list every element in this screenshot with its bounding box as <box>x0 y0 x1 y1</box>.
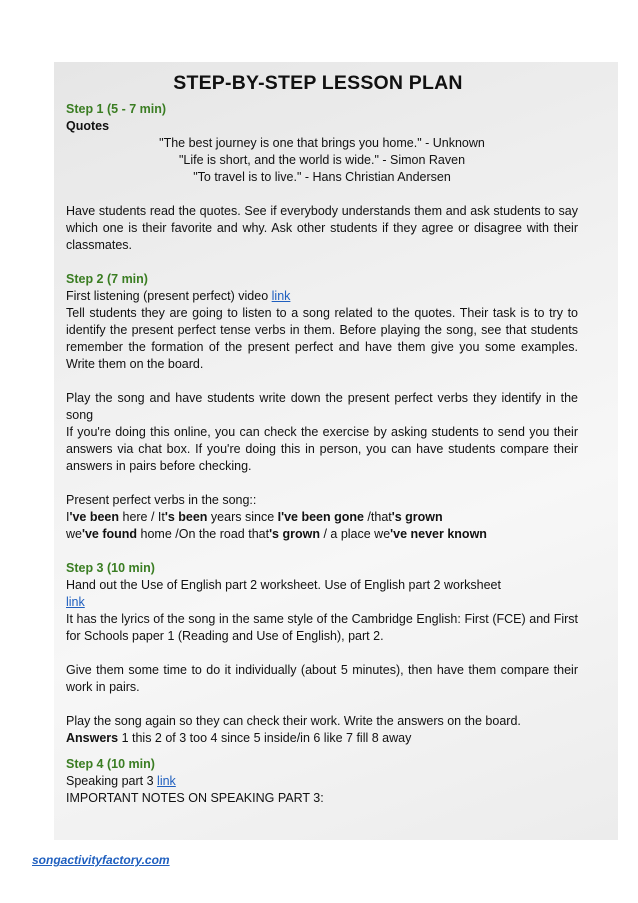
verbs-heading: Present perfect verbs in the song:: <box>66 493 257 507</box>
spacer <box>66 475 578 492</box>
quote-1: "The best journey is one that brings you home." - Unknown <box>159 136 485 150</box>
step3-para3: Play the song again so they can check their work. Write the answers on the board. <box>66 714 521 728</box>
verbs-text: I <box>66 510 70 524</box>
step4-heading: Step 4 (10 min) <box>66 757 155 771</box>
spacer <box>66 645 578 662</box>
answers-text: 1 this 2 of 3 too 4 since 5 inside/in 6 like 7 fill 8 away <box>118 731 412 745</box>
spacer <box>66 373 578 390</box>
verb-bold: 've found <box>81 527 138 541</box>
step2-para1: Tell students they are going to listen to a song related to the quotes. Their task is to try to identify the present perfect tense verbs in them. Before playing the song, see that students remember the formation of the present perfect and have them give you some examples. Write them on the board. <box>66 306 578 371</box>
verb-bold: 've been <box>69 510 120 524</box>
verb-bold: I've been gone <box>277 510 364 524</box>
step3-heading: Step 3 (10 min) <box>66 561 155 575</box>
step2-listening-label: First listening (present perfect) video <box>66 289 272 303</box>
step1-heading: Step 1 (5 - 7 min) <box>66 102 167 116</box>
page-title: STEP-BY-STEP LESSON PLAN <box>173 72 463 94</box>
verbs-line-2 <box>66 526 578 543</box>
answers-label: Answers <box>66 731 119 745</box>
verb-bold: 's grown <box>269 527 320 541</box>
lesson-content <box>66 101 578 807</box>
verb-bold: 's grown <box>391 510 443 524</box>
step1-paragraph: Have students read the quotes. See if everybody understands them and ask students to say which one is their favorite and why. Ask other students if they agree or disagree with their classmates. <box>66 204 578 252</box>
step3-para2: Give them some time to do it individually (about 5 minutes), then have them compare their work in pairs. <box>66 663 578 694</box>
spacer <box>66 543 578 560</box>
verbs-text: we <box>66 527 82 541</box>
speaking-link[interactable]: link <box>157 774 176 788</box>
quote-2: "Life is short, and the world is wide." - Simon Raven <box>178 153 466 167</box>
verbs-text: home /On the road that <box>137 527 270 541</box>
footer-site-link[interactable]: songactivityfactory.com <box>32 853 170 867</box>
worksheet-link[interactable]: link <box>66 595 85 609</box>
spacer <box>66 696 578 713</box>
video-link[interactable]: link <box>271 289 291 303</box>
verbs-text: years since <box>207 510 278 524</box>
spacer <box>66 186 578 203</box>
verbs-text: / a place we <box>319 527 391 541</box>
step1-subheading: Quotes <box>66 119 110 133</box>
step2-para2: Play the song and have students write down the present perfect verbs they identify in the song <box>66 391 578 422</box>
verbs-text: here / It <box>119 510 165 524</box>
step2-para3: If you're doing this online, you can check the exercise by asking students to send you their answers via chat box. If you're doing this in person, you can have students compare their answers in pairs before checking. <box>66 425 578 473</box>
quote-3: "To travel is to live." - Hans Christian Andersen <box>193 170 451 184</box>
verb-bold: 's been <box>164 510 208 524</box>
spacer <box>66 747 578 756</box>
spacer <box>66 254 578 271</box>
step3-link-line <box>66 594 578 611</box>
step4-speaking-line <box>66 773 578 790</box>
step3-para1: It has the lyrics of the song in the same style of the Cambridge English: First (FCE) and First for Schools paper 1 (Reading and Use of English), part 2. <box>66 612 578 643</box>
verbs-text: /that <box>363 510 392 524</box>
step2-heading: Step 2 (7 min) <box>66 272 148 286</box>
step4-notes: IMPORTANT NOTES ON SPEAKING PART 3: <box>66 791 324 805</box>
verb-bold: 've never known <box>390 527 487 541</box>
footer <box>32 853 170 867</box>
step2-listening-line <box>66 288 578 305</box>
step3-worksheet-line: Hand out the Use of English part 2 worksheet. Use of English part 2 worksheet <box>66 578 501 592</box>
verbs-line-1 <box>66 509 578 526</box>
answers-line <box>66 730 578 747</box>
speaking-label: Speaking part 3 <box>66 774 158 788</box>
